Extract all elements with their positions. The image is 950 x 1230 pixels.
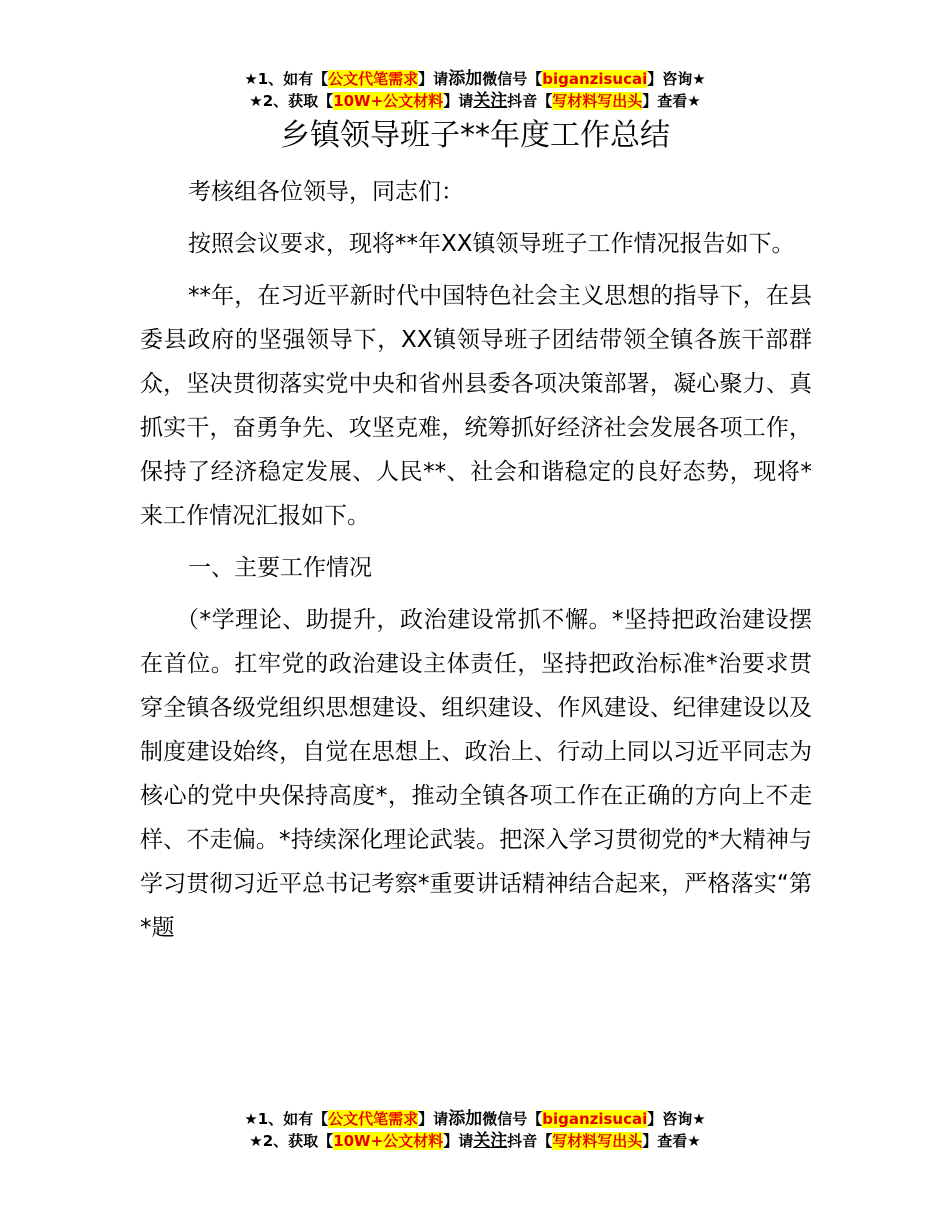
section-heading-main-work: 一、主要工作情况 [188,555,372,581]
top-promo-banner [0,68,950,112]
document-title: 乡镇领导班子**年度工作总结 [280,118,670,153]
promo-emphasis-follow: 关注 [473,91,508,111]
promo-line-2-suffix: 】查看★ [642,1132,701,1150]
promo-line-1-mid: 】请 [418,1110,449,1128]
promo-line-2-mid: 】请 [443,92,474,110]
promo-line-1-suffix: 】咨询★ [647,70,706,88]
paragraph-intro: 按照会议要求，现将**年XX镇领导班子工作情况报告如下。 [188,231,795,257]
promo-line-1-prefix: ★1、如有【 [244,1110,329,1128]
promo-line-1-mid2: 微信号【 [482,1110,543,1128]
promo-highlight-ghostwriting: 公文代笔需求 [328,1110,419,1128]
promo-emphasis-follow: 关注 [473,1131,508,1151]
promo-line-2 [0,1130,950,1152]
promo-highlight-materials: 10W+公文材料 [333,1132,444,1150]
promo-emphasis-add: 添加 [448,69,483,89]
promo-line-1 [0,68,950,90]
paragraph-political-building: （*学理论、助提升，政治建设常抓不懈。*坚持把政治建设摆在首位。扛牢党的政治建设主体责任，坚持把政治标准*治要求贯穿全镇各级党组织思想建设、组织建设、作风建设、纪律建设以及制度建设始终，自觉在思想上、政治上、行动上同以习近平同志为核心的党中央保持高度*，推动全镇各项工作在正确的方向上不走样、不走偏。*持续深化理论武装。把深入学习贯彻党的*大精神与学习贯彻习近平总书记考察*重要讲话精神结合起来，严格落实“第*题 [140,607,812,941]
promo-highlight-ghostwriting: 公文代笔需求 [328,70,419,88]
promo-line-2 [0,90,950,112]
promo-line-2-mid2: 抖音【 [507,1132,553,1150]
promo-highlight-wechat-id: biganzisucai [542,70,648,88]
promo-line-1 [0,1108,950,1130]
promo-highlight-douyin: 写材料写出头 [552,1132,643,1150]
promo-line-1-mid: 】请 [418,70,449,88]
promo-highlight-materials: 10W+公文材料 [333,92,444,110]
promo-line-2-mid: 】请 [443,1132,474,1150]
promo-line-2-mid2: 抖音【 [507,92,553,110]
paragraph-salutation: 考核组各位领导，同志们： [188,179,464,205]
promo-highlight-douyin: 写材料写出头 [552,92,643,110]
promo-highlight-wechat-id: biganzisucai [542,1110,648,1128]
promo-line-2-suffix: 】查看★ [642,92,701,110]
promo-line-1-suffix: 】咨询★ [647,1110,706,1128]
promo-line-2-prefix: ★2、获取【 [249,1132,334,1150]
bottom-promo-banner [0,1108,950,1152]
paragraph-overview: **年，在习近平新时代中国特色社会主义思想的指导下，在县委县政府的坚强领导下，XX镇领导班子团结带领全镇各族干部群众，坚决贯彻落实党中央和省州县委各项决策部署，凝心聚力、真抓实干，奋勇争先、攻坚克难，统筹抓好经济社会发展各项工作，保持了经济稳定发展、人民**、社会和谐稳定的良好态势，现将*来工作情况汇报如下。 [140,283,812,529]
promo-emphasis-add: 添加 [448,1109,483,1129]
promo-line-1-mid2: 微信号【 [482,70,543,88]
promo-line-1-prefix: ★1、如有【 [244,70,329,88]
document-body [140,170,812,958]
promo-line-2-prefix: ★2、获取【 [249,92,334,110]
